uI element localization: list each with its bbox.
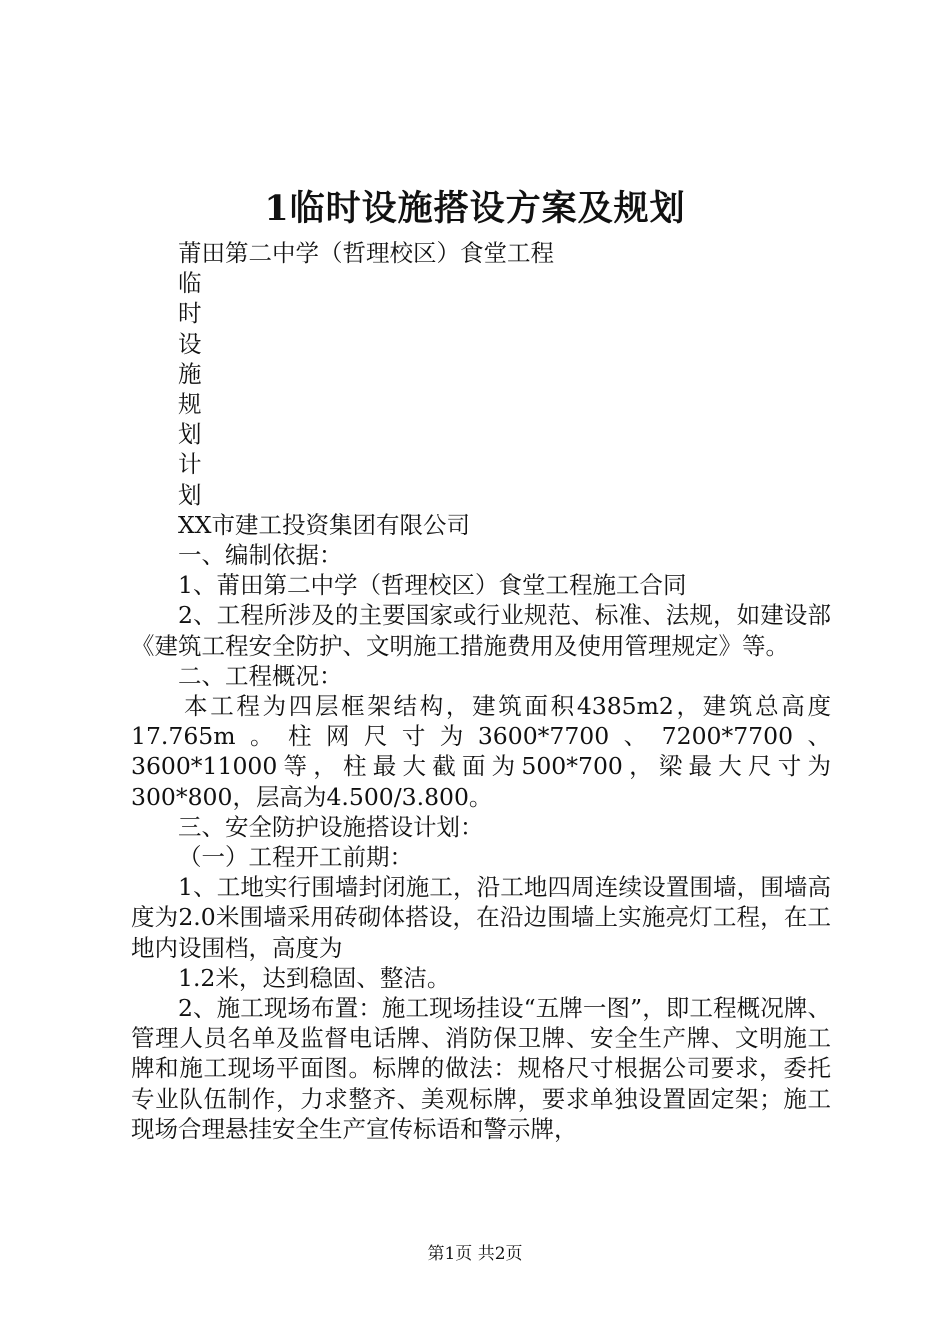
paragraph-continuation: 1.2米，达到稳固、整洁。 [178,963,451,992]
paragraph: 1、工地实行围墙封闭施工，沿工地四周连续设置围墙，围墙高度为2.0米围墙采用砖砌体搭设，在沿边围墙上实施亮灯工程，在工地内设围档，高度为 [131,873,831,962]
paragraph: 2、工程所涉及的主要国家或行业规范、标准、法规，如建设部《建筑工程安全防护、文明施工措施费用及使用管理规定》等。 [131,601,831,660]
vertical-title [131,268,831,510]
project-name: 莆田第二中学（哲理校区）食堂工程 [178,239,554,267]
vertical-title-char: 临 [178,269,202,298]
section-heading: 一、编制依据： [178,541,343,570]
paragraph: 2、施工现场布置：施工现场挂设“五牌一图”，即工程概况牌、管理人员名单及监督电话牌、消防保卫牌、安全生产牌、文明施工牌和施工现场平面图。标牌的做法：规格尺寸根据公司要求，委托专业队伍制作，力求整齐、美观标牌，要求单独设置固定架；施工现场合理悬挂安全生产宣传标语和警示牌， [131,994,831,1143]
vertical-title-char: 设 [178,329,202,358]
page-title: 1临时设施搭设方案及规划 [264,188,686,229]
paragraph: 本工程为四层框架结构，建筑面积4385m2，建筑总高度17.765m。柱网尺寸为3600*7700、7200*7700、3600*11000等，柱最大截面为500*700，梁最大尺寸为300*800，层高为4.500/3.800。 [131,692,831,811]
vertical-title-char: 划 [178,420,202,449]
subsection-heading: （一）工程开工前期： [178,843,413,872]
vertical-title-char: 时 [178,299,202,328]
list-item: 1、莆田第二中学（哲理校区）食堂工程施工合同 [178,571,687,600]
document-body [131,238,831,1144]
section-heading: 三、安全防护设施搭设计划： [178,812,484,841]
company-name: XX市建工投资集团有限公司 [178,510,470,539]
vertical-title-char: 施 [178,359,202,388]
page-footer: 第1页 共2页 [427,1244,523,1264]
vertical-title-char: 划 [178,480,202,509]
vertical-title-char: 规 [178,390,202,419]
vertical-title-char: 计 [178,450,202,479]
section-heading: 二、工程概况： [178,661,343,690]
